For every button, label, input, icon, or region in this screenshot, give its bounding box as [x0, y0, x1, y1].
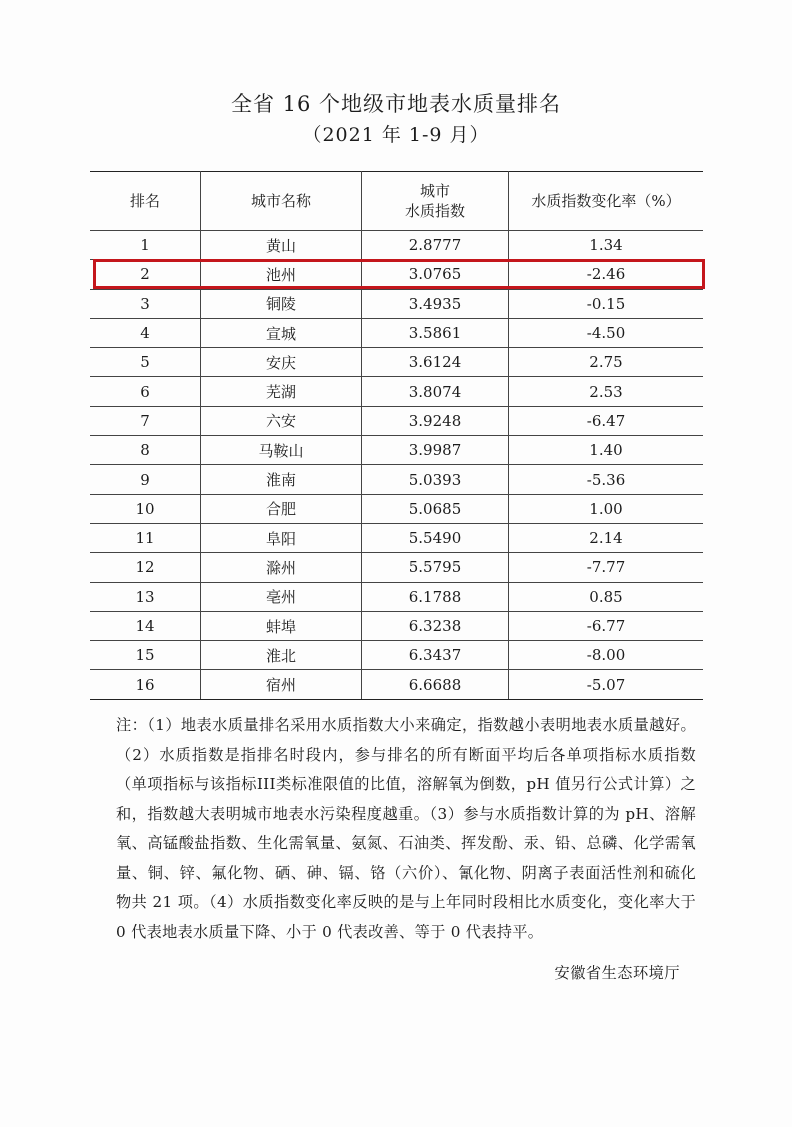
cell-rank: 3 — [90, 289, 201, 318]
note-paragraph: 注：（1）地表水质量排名采用水质指数大小来确定，指数越小表明地表水质量越好。（2）水质指数是指排名时段内，参与排名的所有断面平均后各单项指标水质指数（单项指标与该指标III类标准限值的比值，溶解氧为倒数，pH 值另行公式计算）之和，指数越大表明城市地表水污染程度越重。（3）参与水质指数计算的为 pH、溶解氧、高锰酸盐指数、生化需氧量、氨氮、石油类、挥发酚、汞、铅、总磷、化学需氧量、铜、锌、氟化物、硒、砷、镉、铬（六价）、氰化物、阴离子表面活性剂和硫化物共 21 项。（4）水质指数变化率反映的是与上年同时段相比水质变化，变化率大于 0 代表地表水质量下降、小于 0 代表改善、等于 0 代表持平。 — [116, 716, 696, 941]
cell-change: -7.77 — [509, 553, 704, 582]
cell-change: 1.34 — [509, 231, 704, 260]
cell-change: 1.40 — [509, 436, 704, 465]
header-city: 城市名称 — [201, 172, 362, 231]
table-row — [90, 406, 703, 435]
cell-city: 亳州 — [201, 582, 362, 611]
table-row — [90, 611, 703, 640]
cell-rank: 7 — [90, 406, 201, 435]
table-header-row — [90, 172, 703, 231]
cell-change: -2.46 — [509, 260, 704, 289]
cell-rank: 12 — [90, 553, 201, 582]
cell-rank: 2 — [90, 260, 201, 289]
cell-index: 5.5795 — [362, 553, 509, 582]
cell-index: 5.0393 — [362, 465, 509, 494]
cell-change: -5.07 — [509, 670, 704, 699]
cell-index: 5.5490 — [362, 523, 509, 552]
cell-change: -4.50 — [509, 318, 704, 347]
cell-city: 安庆 — [201, 348, 362, 377]
cell-rank: 11 — [90, 523, 201, 552]
cell-rank: 5 — [90, 348, 201, 377]
table-row — [90, 377, 703, 406]
table-row — [90, 231, 703, 260]
cell-rank: 9 — [90, 465, 201, 494]
header-rank: 排名 — [90, 172, 201, 231]
highlight-box — [93, 259, 705, 289]
cell-index: 3.5861 — [362, 318, 509, 347]
cell-change: -6.47 — [509, 406, 704, 435]
table-row — [90, 523, 703, 552]
header-index-line1: 城市 — [419, 182, 450, 200]
table-row — [90, 465, 703, 494]
cell-city: 合肥 — [201, 494, 362, 523]
cell-index: 3.0765 — [362, 260, 509, 289]
cell-index: 3.6124 — [362, 348, 509, 377]
ranking-table — [90, 171, 703, 700]
table-row — [90, 670, 703, 699]
cell-city: 芜湖 — [201, 377, 362, 406]
cell-change: -5.36 — [509, 465, 704, 494]
cell-city: 六安 — [201, 406, 362, 435]
cell-city: 阜阳 — [201, 523, 362, 552]
cell-index: 6.3238 — [362, 611, 509, 640]
cell-index: 6.3437 — [362, 641, 509, 670]
table-row — [90, 494, 703, 523]
cell-city: 宿州 — [201, 670, 362, 699]
cell-city: 淮南 — [201, 465, 362, 494]
cell-rank: 8 — [90, 436, 201, 465]
table-row — [90, 582, 703, 611]
cell-city: 池州 — [201, 260, 362, 289]
cell-city: 淮北 — [201, 641, 362, 670]
page-title: 全省 16 个地级市地表水质量排名 — [230, 92, 562, 116]
cell-index: 6.6688 — [362, 670, 509, 699]
header-index-line2: 水质指数 — [404, 202, 465, 220]
cell-change: -6.77 — [509, 611, 704, 640]
cell-index: 3.9987 — [362, 436, 509, 465]
cell-city: 马鞍山 — [201, 436, 362, 465]
cell-index: 3.9248 — [362, 406, 509, 435]
page-subtitle: （2021 年 1-9 月） — [302, 124, 490, 146]
cell-rank: 1 — [90, 231, 201, 260]
cell-city: 黄山 — [201, 231, 362, 260]
table-row — [90, 641, 703, 670]
cell-city: 蚌埠 — [201, 611, 362, 640]
cell-city: 宣城 — [201, 318, 362, 347]
table-row — [90, 553, 703, 582]
cell-rank: 16 — [90, 670, 201, 699]
cell-rank: 4 — [90, 318, 201, 347]
cell-rank: 14 — [90, 611, 201, 640]
cell-rank: 15 — [90, 641, 201, 670]
cell-change: 2.75 — [509, 348, 704, 377]
signature: 安徽省生态环境厅 — [554, 964, 680, 982]
cell-change: 0.85 — [509, 582, 704, 611]
cell-index: 6.1788 — [362, 582, 509, 611]
cell-index: 3.8074 — [362, 377, 509, 406]
table-row — [90, 436, 703, 465]
cell-change: 2.53 — [509, 377, 704, 406]
cell-index: 5.0685 — [362, 494, 509, 523]
table-row — [90, 318, 703, 347]
cell-rank: 10 — [90, 494, 201, 523]
cell-rank: 6 — [90, 377, 201, 406]
cell-city: 铜陵 — [201, 289, 362, 318]
cell-index: 2.8777 — [362, 231, 509, 260]
header-index — [362, 172, 509, 231]
cell-index: 3.4935 — [362, 289, 509, 318]
cell-city: 滁州 — [201, 553, 362, 582]
cell-change: 1.00 — [509, 494, 704, 523]
cell-change: 2.14 — [509, 523, 704, 552]
header-change: 水质指数变化率（%） — [509, 172, 704, 231]
cell-change: -8.00 — [509, 641, 704, 670]
cell-rank: 13 — [90, 582, 201, 611]
table-row — [90, 348, 703, 377]
table-row — [90, 289, 703, 318]
cell-change: -0.15 — [509, 289, 704, 318]
